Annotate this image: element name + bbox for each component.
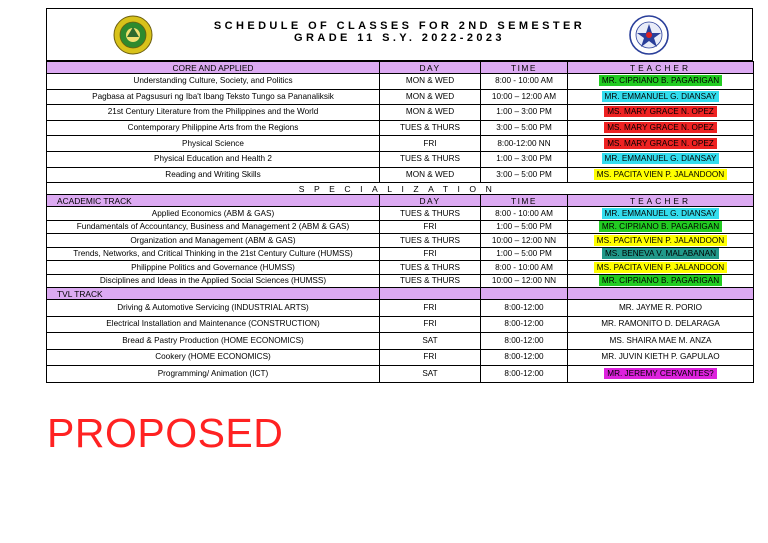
specialization-row	[47, 183, 754, 195]
section-header-row	[47, 62, 754, 74]
table-row	[47, 366, 754, 383]
teacher-name: MR. EMMANUEL G. DIANSAY	[602, 208, 720, 219]
time-cell: 8:00-12:00	[481, 300, 568, 317]
time-cell: 1:00 – 3:00 PM	[481, 105, 568, 121]
time-cell: 3:00 – 5:00 PM	[481, 167, 568, 183]
teacher-header: TEACHER	[568, 62, 754, 74]
day-cell: FRI	[380, 247, 481, 261]
day-cell: SAT	[380, 366, 481, 383]
teacher-cell	[568, 220, 754, 234]
deped-seal-icon	[629, 15, 669, 55]
day-cell: MON & WED	[380, 89, 481, 105]
subject-cell: Fundamentals of Accountancy, Business and Management 2 (ABM & GAS)	[47, 220, 380, 234]
teacher-name: MR. JEREMY CERVANTES?	[604, 368, 716, 379]
teacher-cell	[568, 300, 754, 317]
teacher-name: MS. PACITA VIEN P. JALANDOON	[594, 262, 727, 273]
section-title: ACADEMIC TRACK	[47, 195, 380, 207]
time-header: TIME	[481, 62, 568, 74]
table-row	[47, 105, 754, 121]
schedule-header	[46, 8, 753, 61]
teacher-cell	[568, 274, 754, 288]
teacher-cell	[568, 167, 754, 183]
schedule-title: SCHEDULE OF CLASSES FOR 2ND SEMESTER	[213, 20, 586, 32]
day-cell: TUES & THURS	[380, 234, 481, 248]
teacher-cell	[568, 349, 754, 366]
teacher-cell	[568, 74, 754, 90]
subject-cell: Programming/ Animation (ICT)	[47, 366, 380, 383]
table-row	[47, 120, 754, 136]
day-cell: FRI	[380, 136, 481, 152]
time-cell: 8:00 - 10:00 AM	[481, 74, 568, 90]
table-row	[47, 300, 754, 317]
teacher-name: MR. CIPRIANO B. PAGARIGAN	[599, 75, 722, 86]
time-cell: 8:00-12:00	[481, 333, 568, 350]
day-cell: FRI	[380, 300, 481, 317]
tvl-header-blank	[568, 288, 754, 300]
teacher-name: MR. EMMANUEL G. DIANSAY	[602, 91, 720, 102]
subject-cell: Applied Economics (ABM & GAS)	[47, 207, 380, 221]
teacher-cell	[568, 105, 754, 121]
table-row	[47, 261, 754, 275]
teacher-name: MS. MARY GRACE N. OPEZ	[604, 106, 717, 117]
day-cell: FRI	[380, 220, 481, 234]
subject-cell: 21st Century Literature from the Philippines and the World	[47, 105, 380, 121]
table-row	[47, 167, 754, 183]
teacher-cell	[568, 151, 754, 167]
teacher-cell	[568, 261, 754, 275]
day-cell: FRI	[380, 349, 481, 366]
day-cell: MON & WED	[380, 167, 481, 183]
tvl-header-blank	[481, 288, 568, 300]
day-cell: MON & WED	[380, 105, 481, 121]
time-cell: 3:00 – 5:00 PM	[481, 120, 568, 136]
day-cell: TUES & THURS	[380, 120, 481, 136]
time-cell: 10:00 – 12:00 NN	[481, 234, 568, 248]
subject-cell: Electrical Installation and Maintenance (CONSTRUCTION)	[47, 316, 380, 333]
teacher-name: MS. MARY GRACE N. OPEZ	[604, 122, 717, 133]
teacher-cell	[568, 89, 754, 105]
teacher-cell	[568, 136, 754, 152]
table-row	[47, 151, 754, 167]
day-cell: FRI	[380, 316, 481, 333]
time-cell: 8:00 - 10:00 AM	[481, 207, 568, 221]
table-row	[47, 89, 754, 105]
subject-cell: Physical Science	[47, 136, 380, 152]
day-cell: TUES & THURS	[380, 274, 481, 288]
teacher-name: MS. SHAIRA MAE M. ANZA	[609, 335, 712, 345]
grade-school-year: GRADE 11 S.Y. 2022-2023	[294, 32, 505, 44]
table-row	[47, 234, 754, 248]
day-cell: MON & WED	[380, 74, 481, 90]
time-cell: 8:00 - 10:00 AM	[481, 261, 568, 275]
time-cell: 1:00 – 3:00 PM	[481, 151, 568, 167]
schedule-sheet	[46, 8, 753, 383]
teacher-header: TEACHER	[568, 195, 754, 207]
subject-cell: Philippine Politics and Governance (HUMSS)	[47, 261, 380, 275]
subject-cell: Trends, Networks, and Critical Thinking in the 21st Century Culture (HUMSS)	[47, 247, 380, 261]
time-cell: 8:00-12:00	[481, 316, 568, 333]
proposed-stamp: PROPOSED	[47, 410, 284, 456]
subject-cell: Organization and Management (ABM & GAS)	[47, 234, 380, 248]
table-row	[47, 333, 754, 350]
table-row	[47, 136, 754, 152]
teacher-cell	[568, 316, 754, 333]
tvl-header-blank	[380, 288, 481, 300]
table-row	[47, 74, 754, 90]
table-row	[47, 349, 754, 366]
teacher-name: MR. RAMONITO D. DELARAGA	[601, 319, 720, 329]
teacher-cell	[568, 333, 754, 350]
time-cell: 8:00-12:00 NN	[481, 136, 568, 152]
subject-cell: Disciplines and Ideas in the Applied Social Sciences (HUMSS)	[47, 274, 380, 288]
teacher-cell	[568, 234, 754, 248]
time-header: TIME	[481, 195, 568, 207]
day-header: DAY	[380, 195, 481, 207]
teacher-name: MR. JAYME R. PORIO	[618, 302, 703, 312]
teacher-cell	[568, 247, 754, 261]
teacher-cell	[568, 120, 754, 136]
specialization-label: SPECIALIZATION	[47, 183, 754, 195]
table-row	[47, 220, 754, 234]
table-row	[47, 207, 754, 221]
time-cell: 1:00 – 5:00 PM	[481, 220, 568, 234]
section-title: CORE AND APPLIED	[47, 62, 380, 74]
time-cell: 8:00-12:00	[481, 349, 568, 366]
day-cell: TUES & THURS	[380, 207, 481, 221]
tvl-track-title: TVL TRACK	[47, 288, 380, 300]
subject-cell: Contemporary Philippine Arts from the Regions	[47, 120, 380, 136]
time-cell: 1:00 – 5:00 PM	[481, 247, 568, 261]
day-header: DAY	[380, 62, 481, 74]
subject-cell: Bread & Pastry Production (HOME ECONOMICS)	[47, 333, 380, 350]
subject-cell: Reading and Writing Skills	[47, 167, 380, 183]
teacher-cell	[568, 366, 754, 383]
time-cell: 10:00 – 12:00 AM	[481, 89, 568, 105]
schedule-table	[46, 61, 754, 383]
teacher-name: MR. EMMANUEL G. DIANSAY	[602, 153, 720, 164]
subject-cell: Driving & Automotive Servicing (INDUSTRIAL ARTS)	[47, 300, 380, 317]
teacher-name: MR. CIPRIANO B. PAGARIGAN	[599, 221, 722, 232]
table-row	[47, 316, 754, 333]
teacher-name: MS. BENEVA V. MALABANAN	[602, 248, 719, 259]
table-row	[47, 274, 754, 288]
teacher-name: MR. CIPRIANO B. PAGARIGAN	[599, 275, 722, 286]
time-cell: 8:00-12:00	[481, 366, 568, 383]
subject-cell: Understanding Culture, Society, and Politics	[47, 74, 380, 90]
subject-cell: Pagbasa at Pagsusuri ng Iba't Ibang Teksto Tungo sa Pananaliksik	[47, 89, 380, 105]
time-cell: 10:00 – 12:00 NN	[481, 274, 568, 288]
table-row	[47, 247, 754, 261]
teacher-name: MS. MARY GRACE N. OPEZ	[604, 138, 717, 149]
teacher-name: MS. PACITA VIEN P. JALANDOON	[594, 169, 727, 180]
day-cell: TUES & THURS	[380, 261, 481, 275]
teacher-name: MR. JUVIN KIETH P. GAPULAO	[601, 352, 720, 362]
day-cell: SAT	[380, 333, 481, 350]
teacher-cell	[568, 207, 754, 221]
teacher-name: MS. PACITA VIEN P. JALANDOON	[594, 235, 727, 246]
day-cell: TUES & THURS	[380, 151, 481, 167]
tvl-header-row	[47, 288, 754, 300]
subject-cell: Physical Education and Health 2	[47, 151, 380, 167]
section-header-row	[47, 195, 754, 207]
subject-cell: Cookery (HOME ECONOMICS)	[47, 349, 380, 366]
